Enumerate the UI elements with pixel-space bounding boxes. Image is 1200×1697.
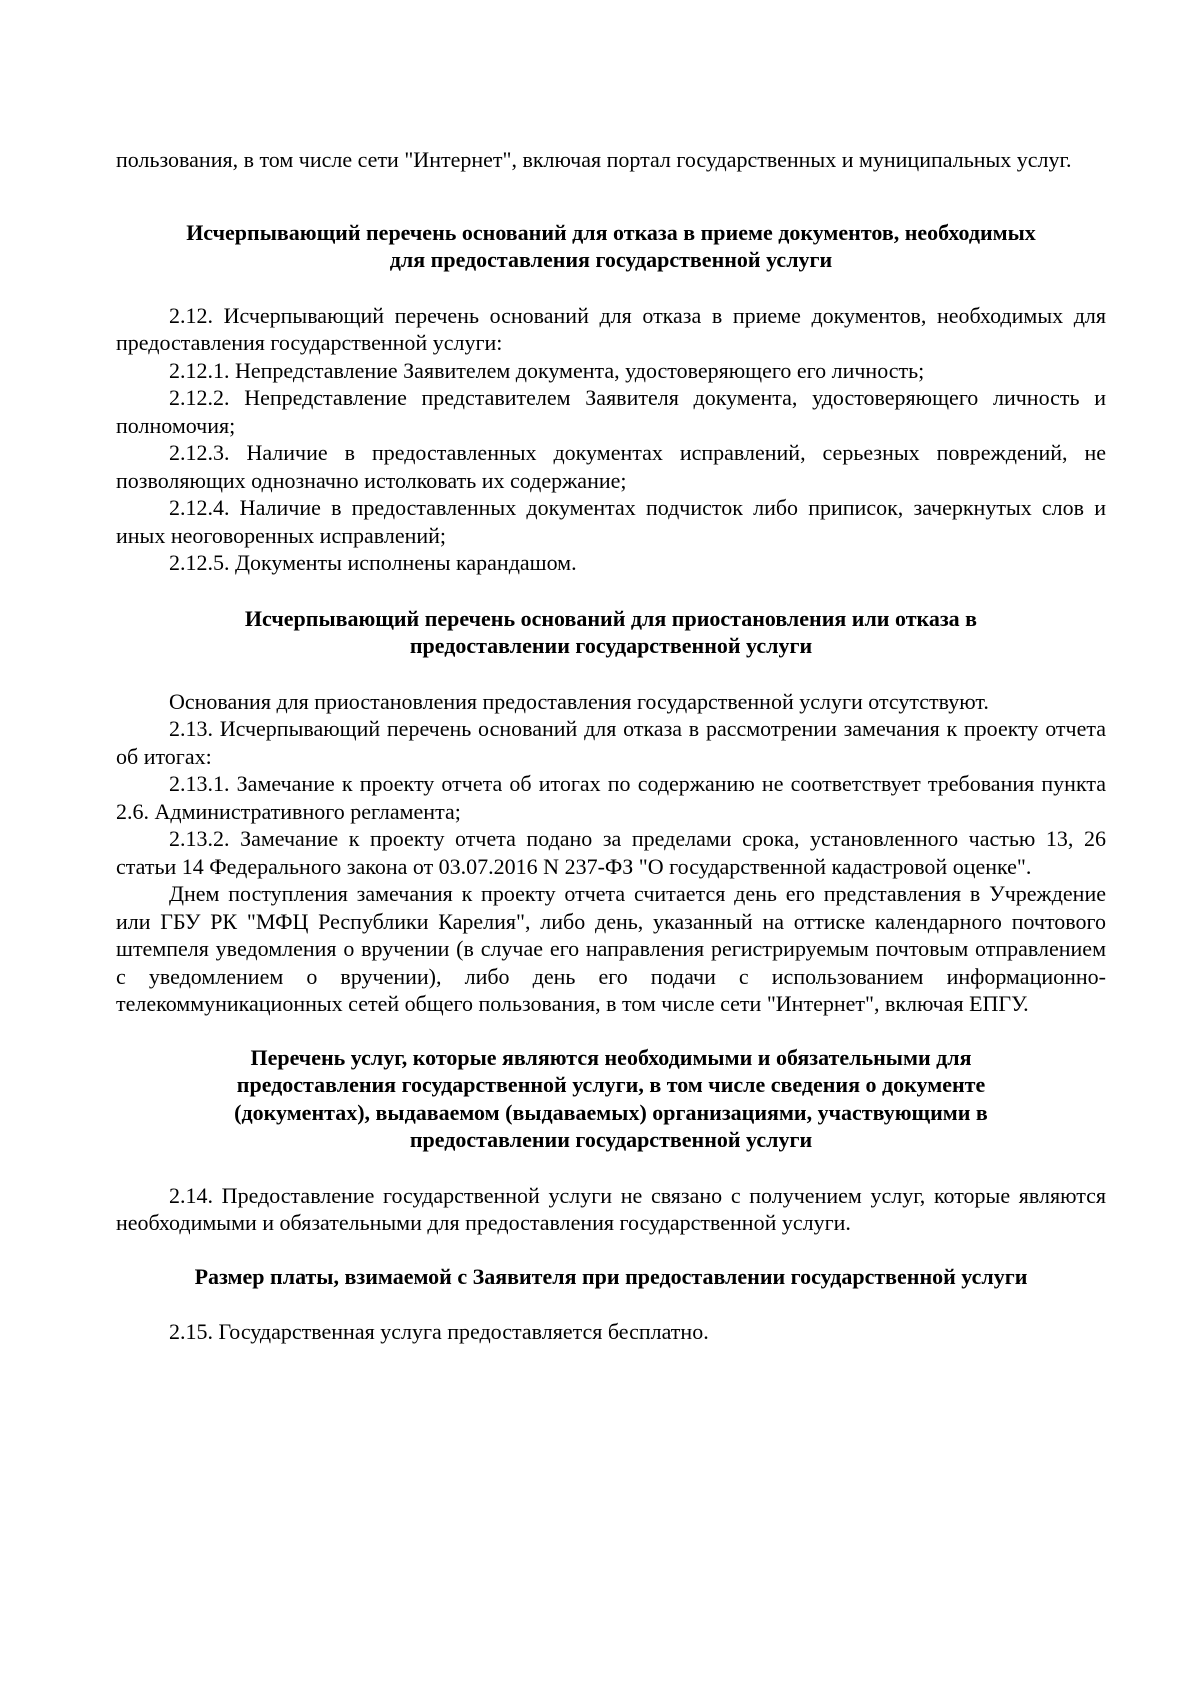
paragraph-2-12-4: 2.12.4. Наличие в предоставленных документах подчисток либо приписок, зачеркнутых слов и иных неоговоренных исправлений; [116, 495, 1106, 548]
heading-line: предоставлении государственной услуги [409, 1127, 813, 1152]
heading-suspension-refusal [116, 605, 1106, 660]
heading-line: Исчерпывающий перечень оснований для приостановления или отказа в [244, 605, 978, 631]
heading-line: предоставления государственной услуги, в том числе сведения о документе [236, 1072, 986, 1097]
heading-line: Исчерпывающий перечень оснований для отказа в приеме документов, необходимых [186, 219, 1036, 245]
paragraph-2-13: 2.13. Исчерпывающий перечень оснований для отказа в рассмотрении замечания к проекту отчета об итогах: [116, 716, 1106, 769]
paragraph-grounds-absent: Основания для приостановления предоставления государственной услуги отсутствуют. [169, 688, 989, 714]
paragraph-2-15: 2.15. Государственная услуга предоставляется бесплатно. [169, 1319, 709, 1344]
paragraph-2-13-2: 2.13.2. Замечание к проекту отчета подано за пределами срока, установленного частью 13, 26 статьи 14 Федерального закона от 03.07.2016 N 237-ФЗ "О государственной кадастровой оценке". [116, 826, 1106, 879]
paragraph-2-13-1: 2.13.1. Замечание к проекту отчета об итогах по содержанию не соответствует требования пункта 2.6. Административного регламента; [116, 771, 1106, 824]
heading-line: Размер платы, взимаемой с Заявителя при предоставлении государственной услуги [194, 1263, 1028, 1289]
heading-fee [116, 1263, 1106, 1291]
paragraph-2-12-2: 2.12.2. Непредставление представителем Заявителя документа, удостоверяющего личность и полномочия; [116, 385, 1106, 438]
paragraph-receipt-day: Днем поступления замечания к проекту отчета считается день его представления в Учреждение или ГБУ РК "МФЦ Республики Карелия", либо день, указанный на оттиске календарного почтового штемпеля уведомления о вручении (в случае его направления регистрируемым почтовым отправлением с уведомлением о вручении), либо день его подачи с использованием информационно-телекоммуникационных сетей общего пользования, в том числе сети "Интернет", включая ЕПГУ. [116, 881, 1106, 1016]
heading-necessary-services [116, 1044, 1106, 1154]
heading-line: для предоставления государственной услуги [389, 247, 833, 272]
heading-line: предоставлении государственной услуги [409, 633, 813, 658]
heading-line: (документах), выдаваемом (выдаваемых) организациями, участвующими в [234, 1099, 988, 1125]
paragraph-2-12-1: 2.12.1. Непредставление Заявителем документа, удостоверяющего его личность; [169, 357, 925, 383]
heading-refusal-documents [116, 219, 1106, 274]
document-body [116, 146, 1106, 1346]
paragraph-2-12: 2.12. Исчерпывающий перечень оснований для отказа в приеме документов, необходимых для предоставления государственной услуги: [116, 302, 1106, 355]
heading-line: Перечень услуг, которые являются необходимыми и обязательными для [250, 1044, 972, 1070]
paragraph-2-12-3: 2.12.3. Наличие в предоставленных документах исправлений, серьезных повреждений, не позволяющих однозначно истолковать их содержание; [116, 440, 1106, 493]
intro-paragraph: пользования, в том числе сети "Интернет", включая портал государственных и муниципальных услуг. [116, 147, 1072, 172]
paragraph-2-14: 2.14. Предоставление государственной услуги не связано с получением услуг, которые являются необходимыми и обязательными для предоставления государственной услуги. [116, 1182, 1106, 1235]
paragraph-2-12-5: 2.12.5. Документы исполнены карандашом. [169, 550, 577, 575]
